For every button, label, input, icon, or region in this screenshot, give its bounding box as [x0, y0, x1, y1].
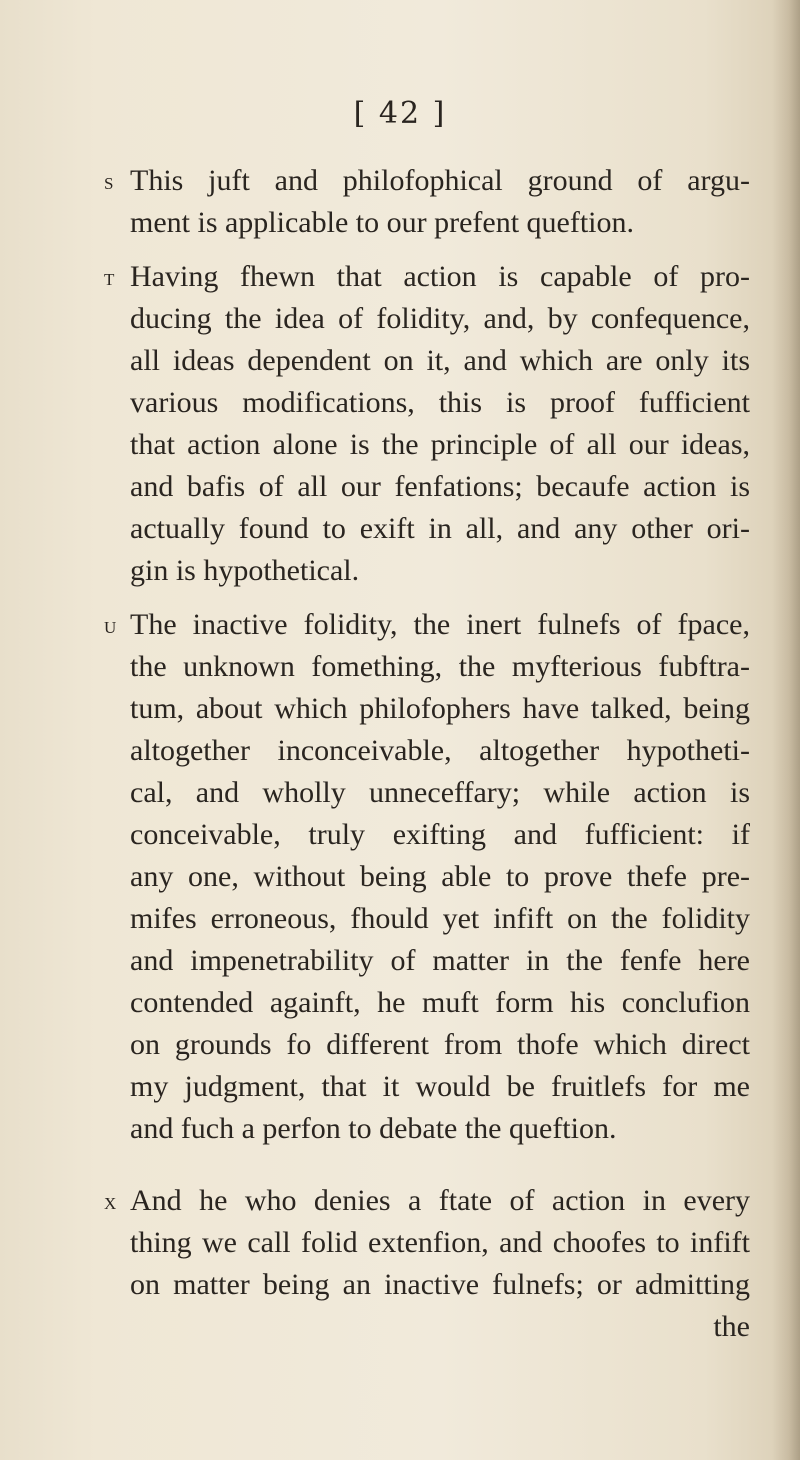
text-line: contended againft, he muft form his conclufion	[130, 986, 750, 1019]
paragraph-marker: X	[104, 1194, 117, 1213]
text-line: And he who denies a ftate of action in every	[130, 1184, 750, 1217]
paragraph-marker: U	[104, 618, 117, 637]
text-line: This juft and philofophical ground of argu-	[130, 164, 750, 197]
text-line: and fuch a perfon to debate the queftion.	[130, 1112, 617, 1145]
text-line: and bafis of all our fenfations; becaufe action is	[130, 470, 750, 503]
paragraph-marker: S	[104, 174, 114, 193]
paragraph-lines	[130, 1180, 750, 1348]
text-line: gin is hypothetical.	[130, 554, 360, 587]
page-edge-shadow	[772, 0, 800, 1460]
text-line: any one, without being able to prove thefe pre-	[130, 860, 750, 893]
text-line: altogether inconceivable, altogether hypotheti-	[130, 734, 750, 767]
text-line: The inactive folidity, the inert fulnefs of fpace,	[130, 608, 750, 641]
text-line: thing we call folid extenfion, and choofes to infift	[130, 1226, 750, 1259]
catchword: the	[713, 1310, 750, 1343]
page-number: [ 42 ]	[353, 96, 447, 131]
text-line: various modifications, this is proof fufficient	[130, 386, 750, 419]
text-line: on matter being an inactive fulnefs; or admitting	[130, 1268, 750, 1301]
text-line: my judgment, that it would be fruitlefs for me	[130, 1070, 750, 1103]
text-line: the unknown fomething, the myfterious fubftra-	[130, 650, 750, 683]
text-line: mifes erroneous, fhould yet infift on the folidity	[130, 902, 750, 935]
paragraph-lines	[130, 160, 750, 244]
text-line: ment is applicable to our prefent queftion.	[130, 206, 635, 239]
text-line: ducing the idea of folidity, and, by confequence,	[130, 302, 750, 335]
text-line: that action alone is the principle of all our ideas,	[130, 428, 750, 461]
text-line: cal, and wholly unneceffary; while action is	[130, 776, 750, 809]
text-line: Having fhewn that action is capable of pro-	[130, 260, 750, 293]
text-line: conceivable, truly exifting and fufficient: if	[130, 818, 750, 851]
text-line: and impenetrability of matter in the fenfe here	[130, 944, 750, 977]
paragraph-marker: T	[104, 270, 115, 289]
text-line: tum, about which philofophers have talked, being	[130, 692, 750, 725]
paragraph-lines	[130, 604, 750, 1150]
text-line: on grounds fo different from thofe which direct	[130, 1028, 750, 1061]
text-line: all ideas dependent on it, and which are only its	[130, 344, 750, 377]
text-line: actually found to exift in all, and any other ori-	[130, 512, 750, 545]
paragraph-lines	[130, 256, 750, 592]
